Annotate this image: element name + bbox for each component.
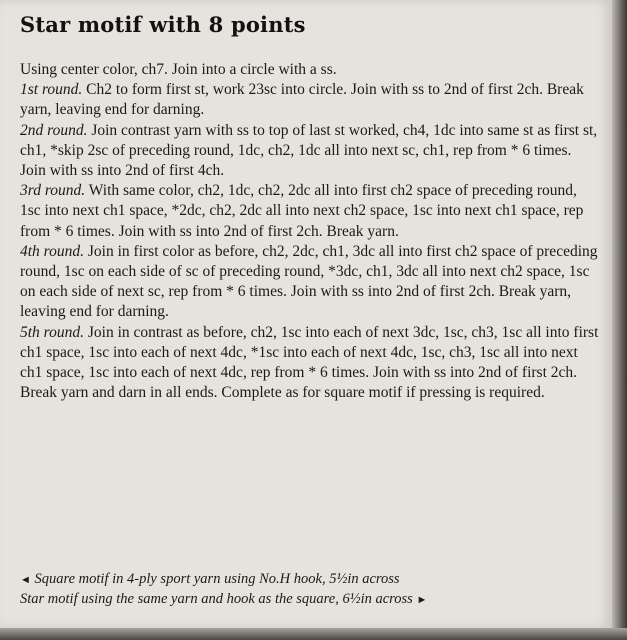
caption-square-text: Square motif in 4-ply sport yarn using No.H hook, 5½in across (30, 571, 400, 587)
caption-square-motif (20, 570, 600, 590)
round-3-label: 3rd round. (20, 182, 86, 200)
photo-captions (20, 570, 600, 610)
round-2-paragraph (20, 121, 600, 182)
round-4-paragraph (20, 242, 600, 323)
round-5-label: 5th round. (20, 323, 85, 341)
round-1-paragraph (20, 80, 600, 120)
intro-paragraph: Using center color, ch7. Join into a circle with a ss. (20, 61, 337, 78)
caption-star-motif (20, 590, 600, 610)
arrow-right-icon: ► (416, 594, 428, 606)
round-3-text: With same color, ch2, 1dc, ch2, 2dc all into first ch2 space of preceding round, 1sc into next ch1 space, *2dc, ch2, 2dc all into next ch2 space, 1sc into next ch1 space, rep from * 6 times. Join with ss into 2nd of first 2ch. Break yarn. (20, 182, 584, 240)
book-spine-shadow (612, 0, 627, 640)
round-2-text: Join contrast yarn with ss to top of last st worked, ch4, 1dc into same st as first st, ch1, *skip 2sc of preceding round, 1dc, ch2, 1dc all into next sc, ch1, rep from * 6 times. Join with ss into 2nd of first 4ch. (20, 121, 598, 180)
page-bottom-edge (0, 628, 627, 640)
round-1-label: 1st round. (20, 81, 83, 99)
arrow-left-icon: ◄ (20, 574, 31, 586)
pattern-instructions (20, 60, 600, 403)
round-2-label: 2nd round. (20, 121, 88, 139)
round-4-text: Join in first color as before, ch2, 2dc, ch1, 3dc all into first ch2 space of preceding round, 1sc on each side of sc of preceding round, *3dc, ch1, 3dc all into next ch2 space, 1sc on each side of next sc, rep from * 6 times. Join with ss into 2nd of first 2ch. Break yarn, leaving end for darning. (20, 242, 598, 321)
round-5-text: Join in contrast as before, ch2, 1sc into each of next 3dc, 1sc, ch3, 1sc all into first ch1 space, 1sc into each of next 4dc, *1sc into each of next 4dc, 1sc, ch3, 1sc all into next ch1 space, 1sc into each of next 4dc, rep from * 6 times. Join with ss into 2nd of first 2ch. Break yarn and darn in all ends. Complete as for square motif if pressing is required. (20, 323, 599, 402)
round-1-text: Ch2 to form first st, work 23sc into circle. Join with ss to 2nd of first 2ch. Break yarn, leaving end for darning. (20, 81, 584, 119)
page-title: Star motif with 8 points (20, 12, 306, 37)
round-3-paragraph (20, 181, 600, 242)
round-4-label: 4th round. (20, 242, 85, 260)
caption-star-text: Star motif using the same yarn and hook as the square, 6½in across (20, 591, 417, 607)
round-5-paragraph (20, 323, 600, 404)
